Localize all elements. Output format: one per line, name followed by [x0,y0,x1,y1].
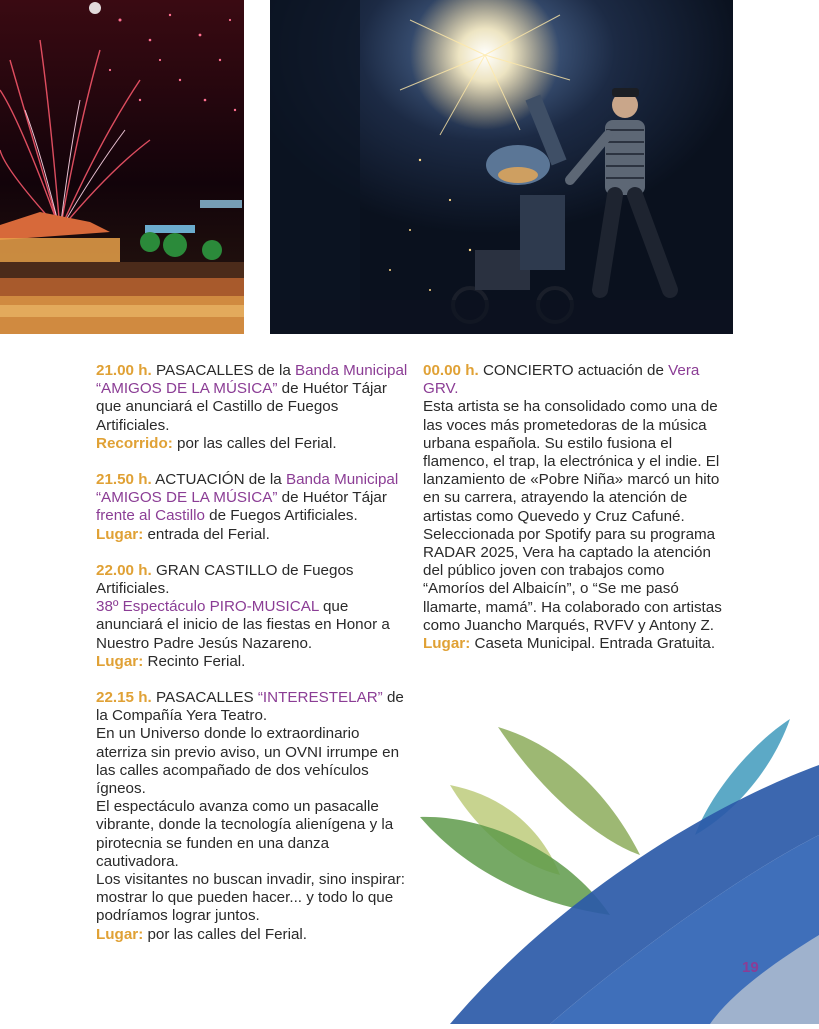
entry-label-text: Caseta Municipal. Entrada Gratuita. [474,635,716,653]
entry-paragraph: Esta artista se ha consolidado como una de las voces más prometedoras de la música urbana española. Su estilo fusiona el flamenco, el trap, la electrónica y el indie. El lanzamiento de «Pobre Niña» marcó un hito en su carrera, atrayendo la atención de artistas como Quevedo y Cruz Cafuné. Seleccionada por Spotify para su programa RADAR 2025, Vera ha captado la atención del público joven con trabajos como “Amoríos del Albaicín”, o “Se me pasó llamarte, mamá”. Ha colaborado con artistas como Juancho Marqués, RVFV y Antony Z. [423,398,722,634]
fireworks-photo [0,0,244,334]
page-number: 19 [742,959,759,976]
entry-label-text: por las calles del Ferial. [147,925,308,943]
entry-highlight: “INTERESTELAR” [257,689,383,707]
entry-label-text: entrada del Ferial. [147,525,270,543]
entry-label-text: Recinto Ferial. [147,652,246,670]
entry-text: de la Compañía Yera Teatro. [96,689,404,725]
entry-time: 22.00 h. [96,561,152,579]
entry-time: 22.15 h. [96,689,152,707]
entry-text: de Huétor Tájar que anunciará el Castillo de Fuegos Artificiales. [96,380,387,434]
decorative-leaves [410,705,819,1024]
entry-label: Recorrido: [96,434,173,452]
entry-time: 21.00 h. [96,362,152,379]
entry-label: Lugar: [96,525,144,543]
schedule-entry [423,362,723,653]
entry-text: que anunciará el inicio de las fiestas en Honor a Nuestro Padre Jesús Nazareno. [96,598,390,652]
right-column [423,362,723,671]
entry-text: ACTUACIÓN de la [155,471,286,489]
entry-text: GRAN CASTILLO de Fuegos Artificiales. [96,561,354,598]
entry-label: Lugar: [96,925,144,943]
entry-highlight: Vera GRV. [423,362,700,398]
entry-text: de Huétor Tájar [277,489,387,507]
entry-text: CONCIERTO actuación de [482,362,669,379]
street-performer-photo [270,0,733,334]
entry-highlight: 38º Espectáculo PIRO-MUSICAL [96,598,319,616]
entry-text: de Fuegos Artificiales. [204,507,358,525]
entry-highlight: frente al Castillo [96,507,205,525]
schedule-entry [96,362,408,453]
entry-time: 00.00 h. [423,362,479,379]
entry-text: PASACALLES [155,689,258,707]
entry-paragraph: Los visitantes no buscan invadir, sino inspirar: mostrar lo que pueden hacer... y todo lo que podríamos lograr juntos. [96,871,405,925]
left-column [96,362,408,962]
entry-label-text: por las calles del Ferial. [177,434,337,452]
schedule-entry [96,562,408,671]
entry-text: PASACALLES de la [155,362,295,379]
entry-label: Lugar: [423,635,471,653]
entry-time: 21.50 h. [96,471,152,489]
schedule-entry [96,471,408,544]
entry-highlight: Banda Municipal “AMIGOS DE LA MÚSICA” [96,471,399,507]
schedule-entry [96,689,408,944]
entry-highlight: Banda Municipal “AMIGOS DE LA MÚSICA” [96,362,408,398]
entry-label: Lugar: [96,652,144,670]
entry-paragraph: En un Universo donde lo extraordinario aterriza sin previo aviso, un OVNI irrumpe en las calles acompañado de dos vehículos ígneos. [96,725,400,798]
entry-paragraph: El espectáculo avanza como un pasacalle vibrante, donde la tecnología alienígena y la pirotecnia se funden en una danza cautivadora. [96,798,394,870]
